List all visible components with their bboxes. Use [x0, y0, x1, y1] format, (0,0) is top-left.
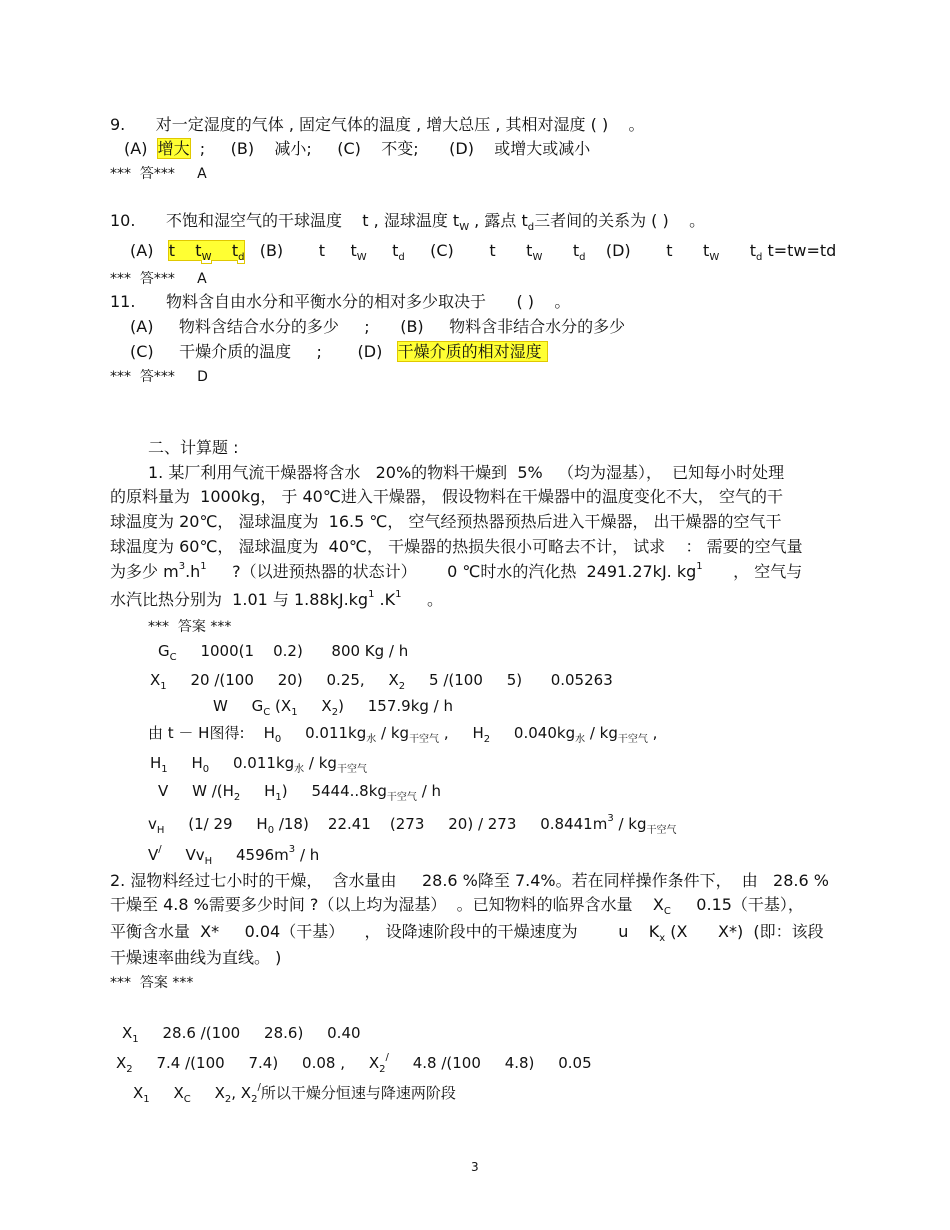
p1l5c: ?（以进预热器的状态计） 0 ℃时水的汽化热 2491.27kJ. kg [206, 562, 697, 581]
q10-question [110, 211, 705, 234]
eq8-b: Vv [161, 846, 205, 864]
q10-d-w: W [709, 252, 720, 263]
eq7-c: /18) 22.41 (273 20) / 273 0.8441m [274, 815, 608, 833]
q10-b-w: W [356, 252, 367, 263]
page-number: 3 [471, 1160, 479, 1174]
eq7-b: (1/ 29 H [164, 815, 268, 833]
eq4-d: , H [439, 724, 484, 742]
p1l5b: .h [185, 562, 201, 581]
eq2-x1 [122, 1023, 361, 1046]
q11-options-cd [130, 342, 547, 362]
problem2-line1: 2. 湿物料经过七小时的干燥， 含水量由 28.6 %降至 7.4%。若在同样操作条件下， 由 28.6 % [110, 871, 829, 890]
p1l6-sup1: 1 [368, 589, 375, 600]
q10-option-b: (B) t t [244, 241, 357, 260]
q9-answer: *** 答*** A [110, 166, 207, 182]
eq4-s5: 水 [575, 734, 586, 745]
f1-a: X [122, 1024, 133, 1042]
q10-q-pre: 10. 不饱和湿空气的干球温度 t , 湿球温度 t [110, 211, 460, 230]
q9-options-rest: ; (B) 减小; (C) 不变; (D) 或增大或减小 [189, 139, 591, 158]
f1-s1: 1 [132, 1034, 139, 1045]
q10-options [130, 241, 836, 264]
eq7-d: / kg [613, 815, 647, 833]
eq5-d: / kg [304, 754, 337, 772]
f2-b: 7.4 /(100 7.4) 0.08 , X [132, 1054, 380, 1072]
f3-sup: / [257, 1082, 261, 1093]
p1l5-sup1: 3 [178, 561, 186, 572]
p2l2a: 干燥至 4.8 %需要多少时间 ?（以上均为湿基） 。已知物料的临界含水量 X [110, 895, 664, 914]
eq3-c: X [297, 697, 332, 715]
q11-options-ab: (A) 物料含结合水分的多少 ; (B) 物料含非结合水分的多少 [130, 317, 626, 336]
eq6-d: / h [416, 782, 442, 800]
f2-a: X [116, 1054, 127, 1072]
eq2-s2: 2 [398, 681, 406, 692]
eq7-s1: H [156, 825, 165, 836]
eq6-a: V W /(H [158, 782, 234, 800]
eq1-b: 1000(1 0.2) 800 Kg / h [176, 642, 409, 660]
eq2-b: 20 /(100 20) 0.25, X [166, 671, 399, 689]
q10-option-a-highlight [168, 241, 245, 263]
eq4-s1: 0 [274, 734, 282, 745]
eq5-s4: 干空气 [336, 764, 367, 775]
q10-d-mid: t [719, 241, 756, 260]
q10-answer: *** 答*** A [110, 271, 207, 287]
p1l5a: 为多少 m [110, 562, 179, 581]
problem1-line6 [110, 590, 443, 613]
f3-e: 所以干燥分恒速与降速两阶段 [260, 1084, 456, 1102]
p1l6-sup2: 1 [395, 589, 402, 600]
p2l3a: 平衡含水量 X* 0.04（干基） ， 设降速阶段中的干燥速度为 u K [110, 922, 660, 941]
f2-c: 4.8 /(100 4.8) 0.05 [388, 1054, 592, 1072]
eq-h-chart [148, 723, 657, 746]
p2l2b: 0.15（干基）， [670, 895, 804, 914]
eq3-s2: 1 [291, 707, 298, 718]
p1l5d: ， 空气与 [702, 562, 803, 581]
q10-option-d: (D) t t [585, 241, 710, 260]
eq8-c: 4596m [212, 846, 289, 864]
eq2-x2 [116, 1053, 592, 1076]
eq-w [213, 696, 453, 719]
q9-option-a-label: (A) [124, 139, 158, 158]
eq2-a: X [150, 671, 161, 689]
eq3-a: W G [213, 697, 264, 715]
q11-answer: *** 答*** D [110, 369, 208, 385]
eq1-a: G [158, 642, 170, 660]
problem2-line3 [110, 922, 824, 945]
q10-option-a-label: (A) [130, 241, 169, 260]
eq2-c: 5 /(100 5) 0.05263 [405, 671, 613, 689]
problem1-line3: 球温度为 20℃， 湿球温度为 16.5 ℃， 空气经预热器预热后进入干燥器， 出干燥器的空气干 [110, 512, 782, 531]
eq3-s3: 2 [331, 707, 339, 718]
eq6-s3: 干空气 [386, 792, 417, 803]
eq6-c: ) 5444..8kg [281, 782, 387, 800]
q10-q-post: 三者间的关系为 ( ) 。 [534, 211, 706, 230]
q9-options [124, 139, 590, 159]
eq7-a: v [148, 815, 157, 833]
f3-c: X [190, 1084, 225, 1102]
eq7-s2: 0 [267, 825, 275, 836]
problem1-line2: 的原料量为 1000kg， 于 40℃进入干燥器， 假设物料在干燥器中的温度变化不大， 空气的干 [110, 487, 783, 506]
f3-d: , X [231, 1084, 252, 1102]
eq4-s4: 2 [483, 734, 491, 745]
eq4-s3: 干空气 [409, 734, 440, 745]
eq7-s3: 干空气 [646, 825, 677, 836]
p1l6c: 。 [401, 590, 443, 609]
q10-b-d: d [398, 252, 405, 263]
p2l3-sub: x [659, 933, 666, 944]
q10-b-mid: t [366, 241, 399, 260]
eq3-b: (X [270, 697, 292, 715]
eq-v [158, 781, 441, 804]
eq8-sup2: 3 [288, 844, 296, 855]
q11-options-c: (C) 干燥介质的温度 ; (D) [130, 342, 398, 361]
f3-s2: C [183, 1094, 191, 1105]
q10-q-mid: , 露点 t [469, 211, 528, 230]
eq2-stages [133, 1083, 456, 1106]
q10-q-d: d [527, 222, 535, 233]
q10-c-d: d [579, 252, 586, 263]
eq4-s2: 水 [366, 734, 377, 745]
q9-question: 9. 对一定湿度的气体 , 固定气体的温度 , 增大总压 , 其相对湿度 ( ) 。 [110, 115, 645, 134]
q11-option-d-highlight: 干燥介质的相对湿度 [397, 342, 547, 361]
eq3-d: ) 157.9kg / h [338, 697, 454, 715]
eq5-a: H [150, 754, 162, 772]
problem2-line2 [110, 895, 804, 918]
f3-b: X [149, 1084, 184, 1102]
problem2-line4: 干燥速率曲线为直线。 ) [110, 948, 282, 967]
f3-s4: 2 [251, 1094, 258, 1105]
eq6-b: H [240, 782, 276, 800]
eq3-s1: C [263, 707, 271, 718]
eq-v-prime [148, 845, 319, 868]
q10-a-t: t t [168, 241, 202, 260]
f1-b: 28.6 /(100 28.6) 0.40 [138, 1024, 361, 1042]
f2-s2: 2 [379, 1064, 386, 1075]
eq6-s2: 1 [275, 792, 282, 803]
f2-sup: / [385, 1052, 389, 1063]
f3-s3: 2 [224, 1094, 232, 1105]
q10-a-w: W [201, 252, 212, 263]
eq4-b: 0.011kg [281, 724, 367, 742]
q10-a-mid: t [211, 241, 239, 260]
eq4-c: / kg [376, 724, 410, 742]
problem1-answer-label: *** 答案 *** [148, 619, 232, 635]
eq5-s2: 0 [202, 764, 210, 775]
f2-s1: 2 [126, 1064, 133, 1075]
eq1-sub: C [169, 652, 177, 663]
q10-c-w: W [532, 252, 543, 263]
eq5-b: H [167, 754, 203, 772]
eq4-s6: 干空气 [617, 734, 648, 745]
q10-d-d: d [756, 252, 763, 263]
p2l2-sub: C [663, 906, 671, 917]
eq5-c: 0.011kg [209, 754, 295, 772]
eq5-s1: 1 [161, 764, 168, 775]
q10-q-w: W [459, 222, 470, 233]
eq4-e: 0.040kg [490, 724, 576, 742]
problem2-answer-label: *** 答案 *** [110, 975, 194, 991]
eq8-sup1: / [158, 844, 162, 855]
f3-a: X [133, 1084, 144, 1102]
q11-question: 11. 物料含自由水分和平衡水分的相对多少取决于 ( ) 。 [110, 292, 571, 311]
problem1-line5 [110, 562, 802, 585]
q10-option-c: (C) t t [404, 241, 533, 260]
eq8-s1: H [204, 856, 213, 867]
eq-h1 [150, 753, 367, 776]
eq5-s3: 水 [294, 764, 305, 775]
eq-vh [148, 814, 677, 837]
eq-x1-x2 [150, 670, 613, 693]
problem1-line4: 球温度为 60℃， 湿球温度为 40℃， 干燥器的热损失很小可略去不计， 试求 ： 需要的空气量 [110, 537, 803, 556]
p1l5-sup3: 1 [696, 561, 703, 572]
p2l3b: (X X*) (即：该段 [665, 922, 824, 941]
p1l6a: 水汽比热分别为 1.01 与 1.88kJ.kg [110, 590, 369, 609]
f3-s1: 1 [143, 1094, 150, 1105]
q10-c-mid: t [542, 241, 580, 260]
p1l5-sup2: 1 [200, 561, 207, 572]
eq2-s1: 1 [160, 681, 167, 692]
problem1-line1: 1. 某厂利用气流干燥器将含水 20%的物料干燥到 5% （均为湿基）， 已知每小时处理 [148, 463, 785, 482]
q10-d-post: t=tw=td [762, 241, 837, 260]
eq4-f: / kg [585, 724, 618, 742]
eq8-d: / h [295, 846, 320, 864]
eq6-s1: 2 [233, 792, 241, 803]
q9-option-a-highlight: 增大 [157, 139, 190, 158]
eq-gc [158, 641, 408, 664]
eq8-a: V [148, 846, 159, 864]
section-heading: 二、计算题 : [148, 438, 239, 457]
eq4-g: , [647, 724, 658, 742]
eq7-sup: 3 [607, 813, 614, 824]
eq4-a: 由 t － H图得: H [148, 724, 275, 742]
p1l6b: .K [374, 590, 396, 609]
q10-a-d: d [238, 252, 245, 263]
